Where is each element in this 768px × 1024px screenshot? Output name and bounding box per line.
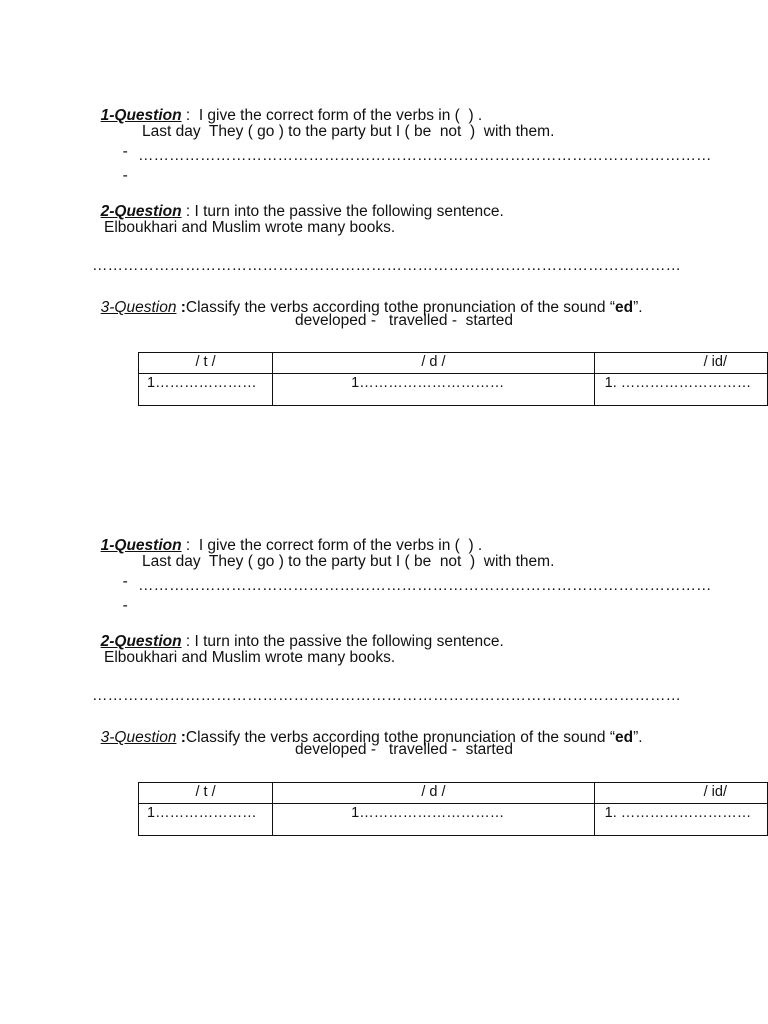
question-2-answer-line[interactable]: …………………………………………………………………………………………………… bbox=[92, 687, 681, 704]
answer-cell-t[interactable]: 1………………… bbox=[139, 804, 273, 836]
question-2-separator: : bbox=[181, 203, 195, 220]
question-3-label: 3-Question bbox=[100, 729, 177, 746]
question-3-instruction-end: ”. bbox=[633, 729, 643, 746]
question-2-sentence: Elboukhari and Muslim wrote many books. bbox=[104, 219, 396, 236]
question-3-sound: ed bbox=[615, 729, 634, 746]
question-2-separator: : bbox=[181, 633, 195, 650]
pronunciation-table bbox=[138, 352, 768, 406]
question-3-separator: : bbox=[176, 729, 186, 746]
question-1-label: 1-Question bbox=[100, 537, 182, 554]
header-id: / id/ bbox=[594, 783, 767, 804]
question-1-sentence: Last day They ( go ) to the party but I ( be not ) with them. bbox=[142, 123, 555, 140]
header-t: / t / bbox=[139, 353, 273, 374]
question-3-sound: ed bbox=[615, 299, 634, 316]
bullet: - bbox=[122, 597, 128, 614]
question-1-answer-line[interactable]: ………………………………………………………………………………………………… bbox=[138, 577, 712, 594]
answer-cell-d[interactable]: 1………………………… bbox=[273, 374, 594, 406]
header-t: / t / bbox=[139, 783, 273, 804]
question-3-instruction: Classify the verbs according tothe pronunciation of the sound “ bbox=[185, 299, 616, 316]
question-1-label: 1-Question bbox=[100, 107, 182, 124]
question-3-verbs: developed - travelled - started bbox=[295, 312, 513, 329]
bullet: - bbox=[122, 167, 128, 184]
answer-cell-id[interactable]: 1. ……………………… bbox=[594, 804, 767, 836]
question-2-heading bbox=[92, 182, 504, 222]
table-header-row bbox=[139, 783, 768, 804]
header-d: / d / bbox=[273, 353, 594, 374]
table-row bbox=[139, 804, 768, 836]
question-2-label: 2-Question bbox=[100, 633, 182, 650]
question-3-instruction-end: ”. bbox=[633, 299, 643, 316]
question-2-sentence: Elboukhari and Muslim wrote many books. bbox=[104, 649, 396, 666]
question-1-heading bbox=[92, 516, 482, 556]
bullet: - bbox=[122, 573, 128, 590]
question-3-label: 3-Question bbox=[100, 299, 177, 316]
question-3-separator: : bbox=[176, 299, 186, 316]
question-3-verbs: developed - travelled - started bbox=[295, 741, 513, 758]
question-1-sentence: Last day They ( go ) to the party but I ( be not ) with them. bbox=[142, 553, 555, 570]
question-2-label: 2-Question bbox=[100, 203, 182, 220]
answer-cell-id[interactable]: 1. ……………………… bbox=[594, 374, 767, 406]
question-3-instruction: Classify the verbs according tothe pronunciation of the sound “ bbox=[185, 729, 616, 746]
question-1-answer-line[interactable]: ………………………………………………………………………………………………… bbox=[138, 147, 712, 164]
question-2-heading bbox=[92, 612, 504, 652]
answer-cell-t[interactable]: 1………………… bbox=[139, 374, 273, 406]
question-2-answer-line[interactable]: …………………………………………………………………………………………………… bbox=[92, 257, 681, 274]
question-2-instruction: I turn into the passive the following sentence. bbox=[194, 203, 504, 220]
header-id: / id/ bbox=[594, 353, 767, 374]
table-row bbox=[139, 374, 768, 406]
header-d: / d / bbox=[273, 783, 594, 804]
question-1-instruction: I give the correct form of the verbs in ( ) . bbox=[198, 537, 483, 554]
answer-cell-d[interactable]: 1………………………… bbox=[273, 804, 594, 836]
question-2-instruction: I turn into the passive the following sentence. bbox=[194, 633, 504, 650]
question-1-separator: : bbox=[181, 537, 199, 554]
question-1-separator: : bbox=[181, 107, 199, 124]
bullet: - bbox=[122, 143, 128, 160]
question-1-item bbox=[114, 146, 128, 186]
pronunciation-table bbox=[138, 782, 768, 836]
question-1-heading bbox=[92, 86, 482, 126]
table-header-row bbox=[139, 353, 768, 374]
question-1-instruction: I give the correct form of the verbs in ( ) . bbox=[198, 107, 483, 124]
question-1-item bbox=[114, 576, 128, 616]
